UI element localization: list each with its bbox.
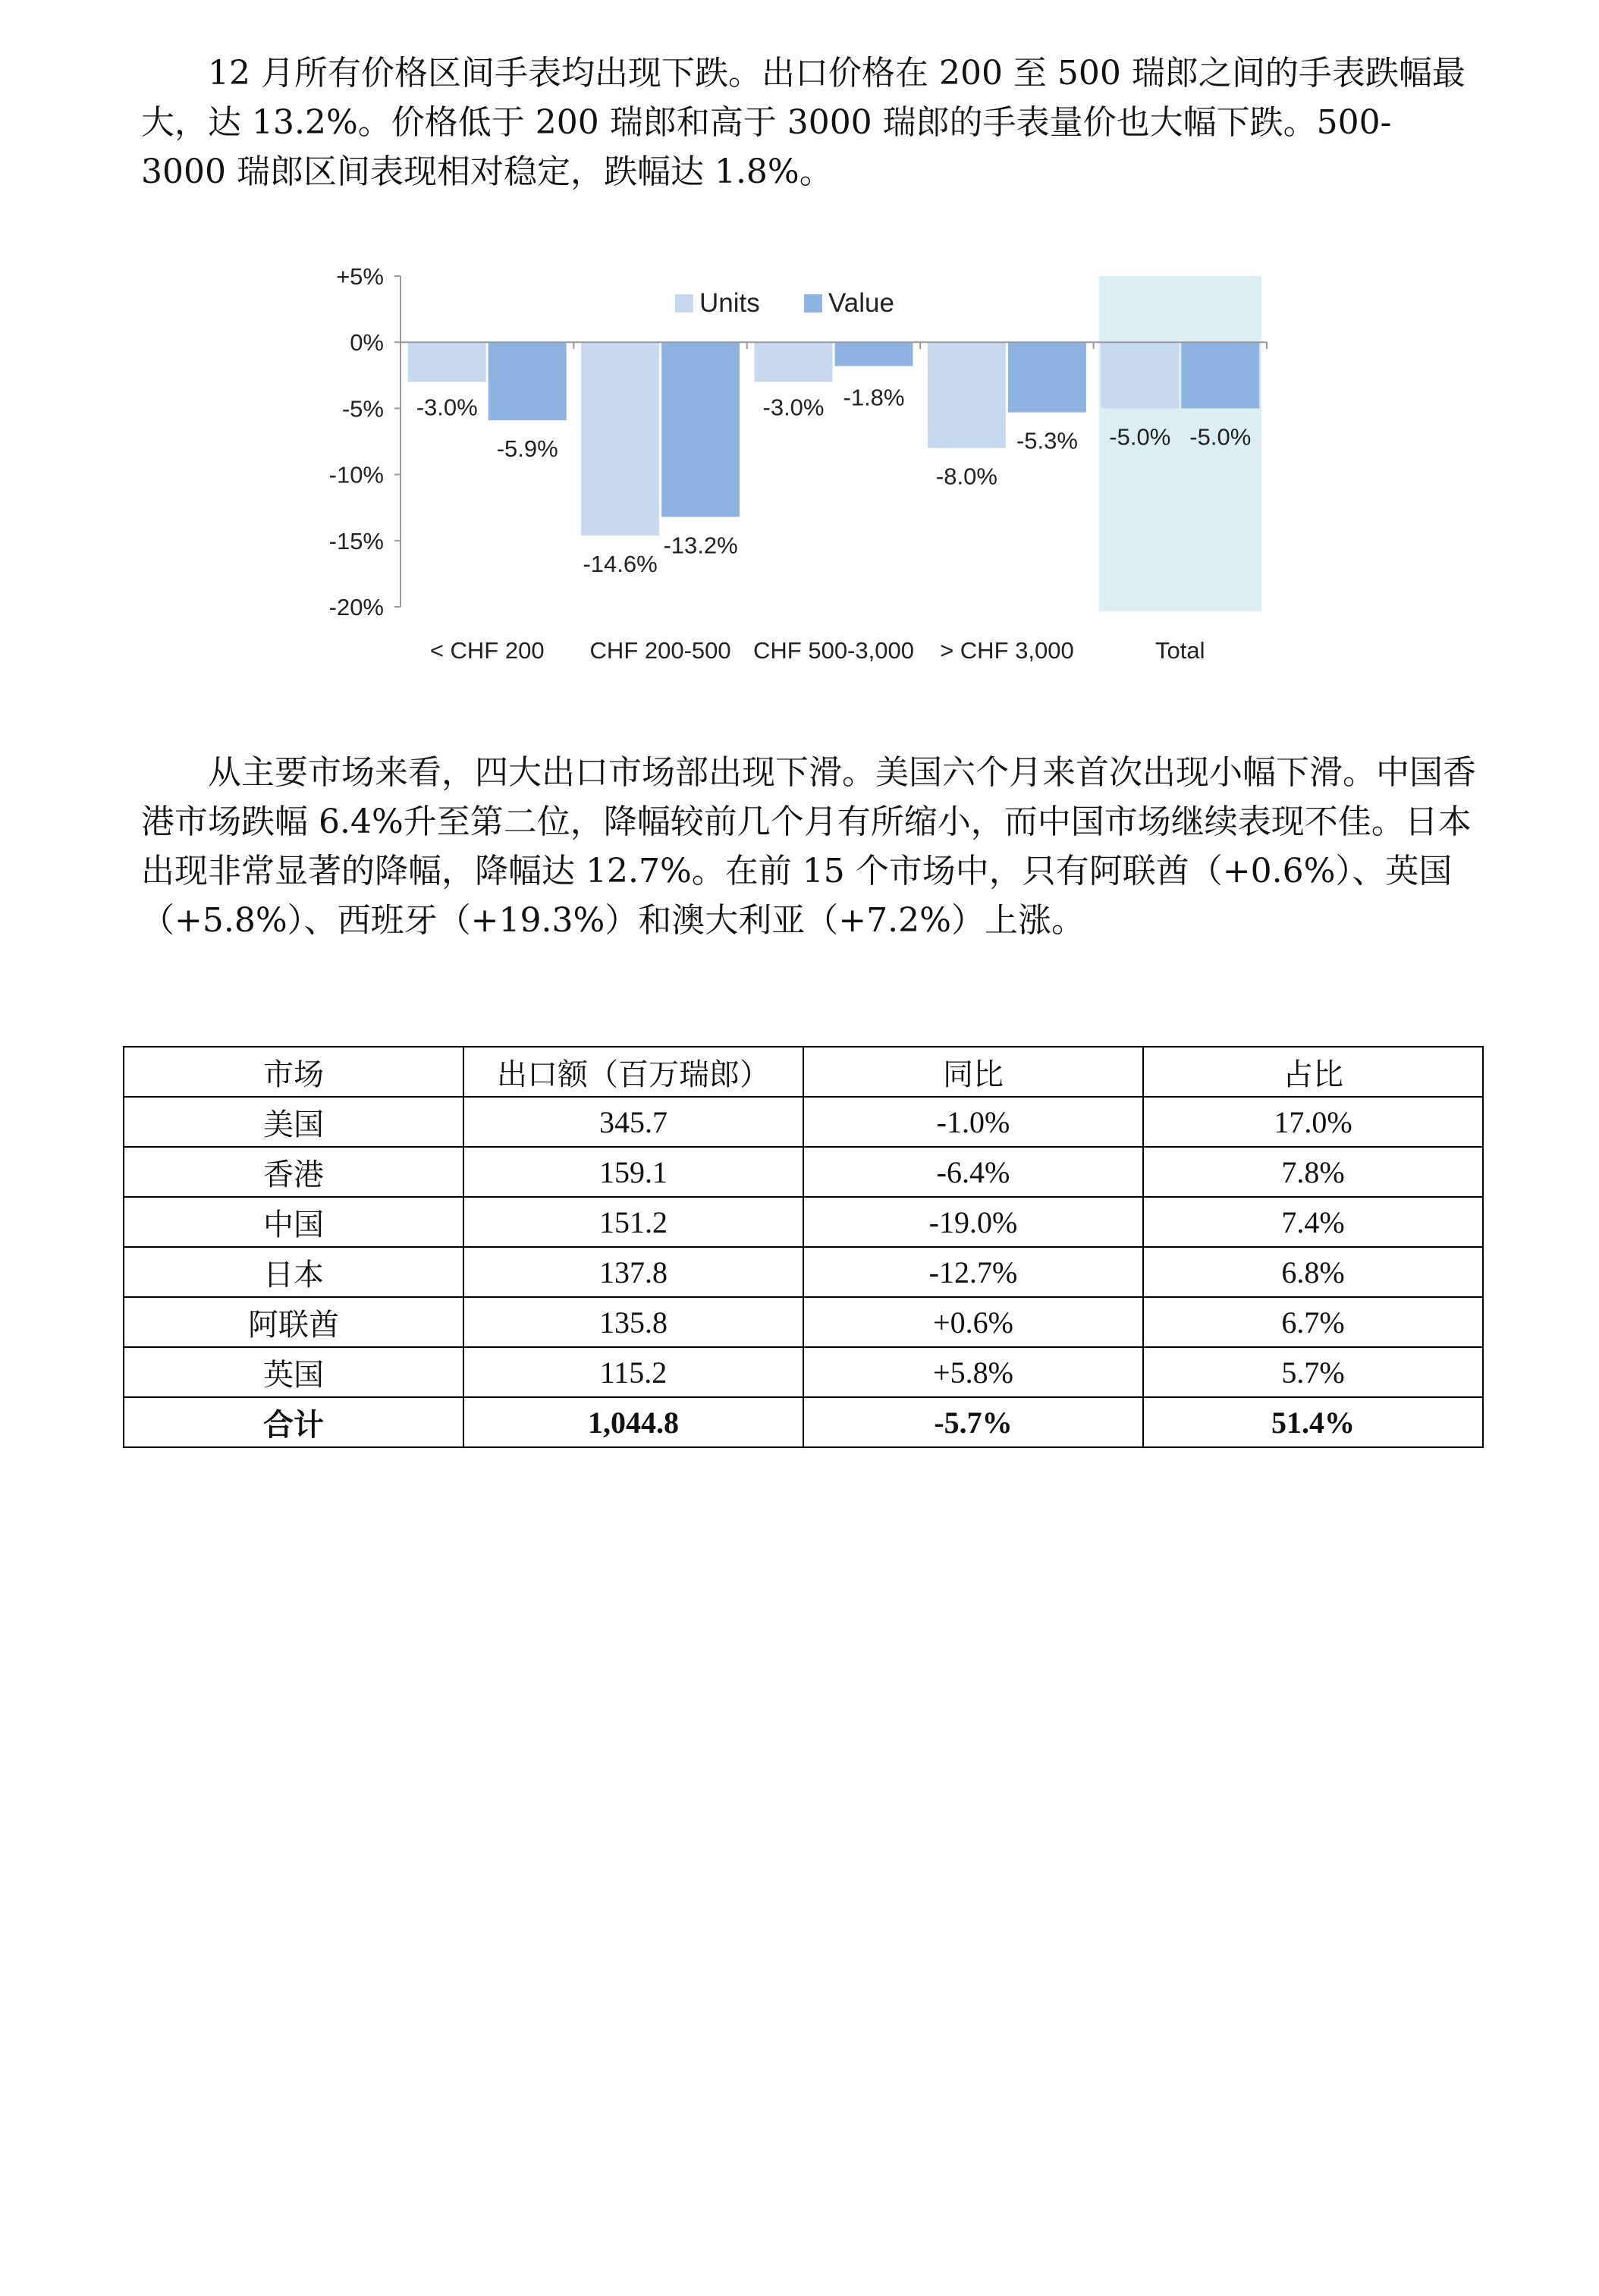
total-label: 合计 <box>124 1397 463 1447</box>
table-header-row <box>124 1047 1483 1097</box>
table-row <box>124 1197 1483 1247</box>
total-share: 51.4% <box>1143 1397 1483 1447</box>
data-label-value: -1.8% <box>843 384 905 411</box>
header-yoy: 同比 <box>803 1047 1143 1097</box>
legend-label-value: Value <box>828 288 894 318</box>
table-row <box>124 1147 1483 1197</box>
header-market: 市场 <box>124 1047 463 1097</box>
cell-share: 5.7% <box>1143 1347 1483 1397</box>
cell-export-value: 115.2 <box>463 1347 803 1397</box>
cell-yoy: -6.4% <box>803 1147 1143 1197</box>
price-range-bar-chart <box>303 258 1305 683</box>
cell-yoy: -19.0% <box>803 1197 1143 1247</box>
cell-market: 英国 <box>124 1347 463 1397</box>
header-share: 占比 <box>1143 1047 1483 1097</box>
cell-yoy: +5.8% <box>803 1347 1143 1397</box>
x-tick-label: CHF 200-500 <box>589 637 731 664</box>
bar-value <box>835 342 913 366</box>
cell-share: 6.7% <box>1143 1297 1483 1347</box>
cell-share: 17.0% <box>1143 1097 1483 1147</box>
data-label-units: -5.0% <box>1109 423 1171 451</box>
table-total-row <box>124 1397 1483 1447</box>
x-tick-label: CHF 500-3,000 <box>753 637 914 664</box>
paragraph-markets: 从主要市场来看，四大出口市场部出现下滑。美国六个月来首次出现小幅下滑。中国香港市场跌幅 6.4%升至第二位，降幅较前几个月有所缩小，而中国市场继续表现不佳。日本出现非常显著的降幅，降幅达 12.7%。在前 15 个市场中，只有阿联酋（+0.6%）、英国（+5.8%）、西班牙（+19.3%）和澳大利亚（+7.2%）上涨。 <box>141 753 1476 940</box>
cell-export-value: 151.2 <box>463 1197 803 1247</box>
cell-market: 日本 <box>124 1247 463 1297</box>
cell-yoy: +0.6% <box>803 1297 1143 1347</box>
bar-value <box>488 342 567 420</box>
y-tick-label: -20% <box>328 594 384 620</box>
data-label-units: -8.0% <box>935 463 997 490</box>
bar-units <box>755 342 833 382</box>
y-tick-label: 0% <box>350 329 384 356</box>
y-tick-label: -5% <box>341 395 384 422</box>
paragraph-intro: 12 月所有价格区间手表均出现下跌。出口价格在 200 至 500 瑞郎之间的手表跌幅最大，达 13.2%。价格低于 200 瑞郎和高于 3000 瑞郎的手表量价也大幅下跌。500-3000 瑞郎区间表现相对稳定，跌幅达 1.8%。 <box>141 54 1465 191</box>
bar-units <box>408 342 486 382</box>
data-label-value: -5.3% <box>1016 427 1078 454</box>
legend-swatch-units <box>675 294 693 313</box>
data-label-value: -13.2% <box>663 532 738 559</box>
data-label-units: -14.6% <box>583 550 658 577</box>
cell-market: 香港 <box>124 1147 463 1197</box>
data-label-value: -5.9% <box>496 435 558 463</box>
table-row <box>124 1297 1483 1347</box>
cell-export-value: 137.8 <box>463 1247 803 1297</box>
bar-units <box>1101 342 1179 408</box>
bar-units <box>581 342 659 536</box>
market-export-table <box>123 1046 1484 1448</box>
header-export-value: 出口额（百万瑞郎） <box>463 1047 803 1097</box>
legend-swatch-value <box>804 294 822 313</box>
data-label-units: -3.0% <box>416 394 478 421</box>
data-label-value: -5.0% <box>1189 423 1252 451</box>
cell-share: 7.8% <box>1143 1147 1483 1197</box>
table-row <box>124 1347 1483 1397</box>
cell-share: 6.8% <box>1143 1247 1483 1297</box>
bar-units <box>928 342 1006 448</box>
bar-value <box>1008 342 1086 412</box>
y-tick-label: -15% <box>328 527 384 554</box>
cell-share: 7.4% <box>1143 1197 1483 1247</box>
y-tick-label: +5% <box>336 263 384 290</box>
y-tick-label: -10% <box>328 461 384 488</box>
cell-yoy: -12.7% <box>803 1247 1143 1297</box>
data-label-units: -3.0% <box>762 394 825 421</box>
total-yoy: -5.7% <box>803 1397 1143 1447</box>
cell-market: 美国 <box>124 1097 463 1147</box>
cell-export-value: 159.1 <box>463 1147 803 1197</box>
x-tick-label: > CHF 3,000 <box>940 637 1074 664</box>
cell-yoy: -1.0% <box>803 1097 1143 1147</box>
bar-value <box>661 342 740 517</box>
table-row <box>124 1247 1483 1297</box>
cell-market: 中国 <box>124 1197 463 1247</box>
bar-value <box>1181 342 1259 408</box>
total-export-value: 1,044.8 <box>463 1397 803 1447</box>
x-tick-label: < CHF 200 <box>429 637 545 664</box>
cell-market: 阿联酋 <box>124 1297 463 1347</box>
cell-export-value: 135.8 <box>463 1297 803 1347</box>
cell-export-value: 345.7 <box>463 1097 803 1147</box>
legend-label-units: Units <box>699 288 760 318</box>
x-tick-label: Total <box>1155 637 1205 664</box>
table-row <box>124 1097 1483 1147</box>
